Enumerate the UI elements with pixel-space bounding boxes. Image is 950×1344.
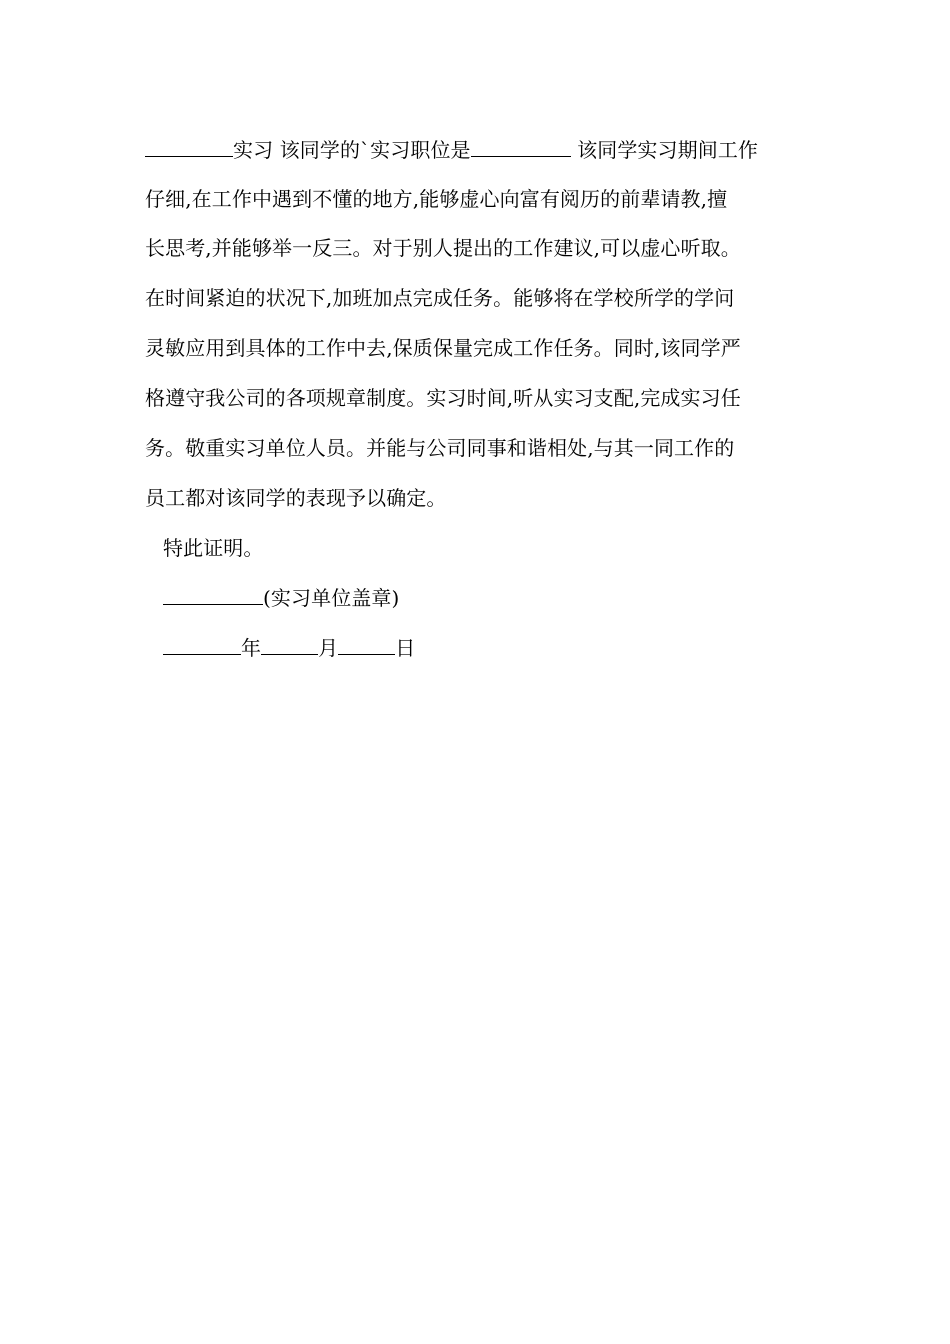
body-line-5: 灵敏应用到具体的工作中去,保质保量完成工作任务。同时,该同学严	[145, 336, 741, 360]
month-label: 月	[318, 636, 339, 660]
fill-blank-month[interactable]	[261, 636, 318, 655]
seal-line	[163, 586, 399, 610]
fill-blank-day[interactable]	[338, 636, 395, 655]
body-line-3: 长思考,并能够举一反三。对于别人提出的工作建议,可以虚心听取。	[145, 236, 741, 260]
year-label: 年	[241, 636, 262, 660]
body-line-1-text-b: 该同学实习期间工作	[570, 138, 759, 162]
body-line-7: 务。敬重实习单位人员。并能与公司同事和谐相处,与其一同工作的	[145, 436, 735, 460]
body-line-1	[145, 138, 758, 162]
fill-blank-intern-company[interactable]	[145, 138, 233, 157]
body-line-2: 仔细,在工作中遇到不懂的地方,能够虚心向富有阅历的前辈请教,擅	[145, 187, 728, 211]
body-line-4: 在时间紧迫的状况下,加班加点完成任务。能够将在学校所学的学问	[145, 286, 735, 310]
fill-blank-year[interactable]	[163, 636, 241, 655]
body-line-8: 员工都对该同学的表现予以确定。	[145, 486, 447, 510]
date-line	[163, 636, 415, 660]
closing-statement: 特此证明。	[163, 536, 264, 560]
fill-blank-seal-company[interactable]	[163, 586, 263, 605]
body-line-1-text-a: 实习 该同学的`实习职位是	[233, 138, 471, 162]
body-line-6: 格遵守我公司的各项规章制度。实习时间,听从实习支配,完成实习任	[145, 386, 741, 410]
fill-blank-position[interactable]	[471, 138, 571, 157]
day-label: 日	[395, 636, 416, 660]
seal-label: (实习单位盖章)	[263, 586, 400, 610]
